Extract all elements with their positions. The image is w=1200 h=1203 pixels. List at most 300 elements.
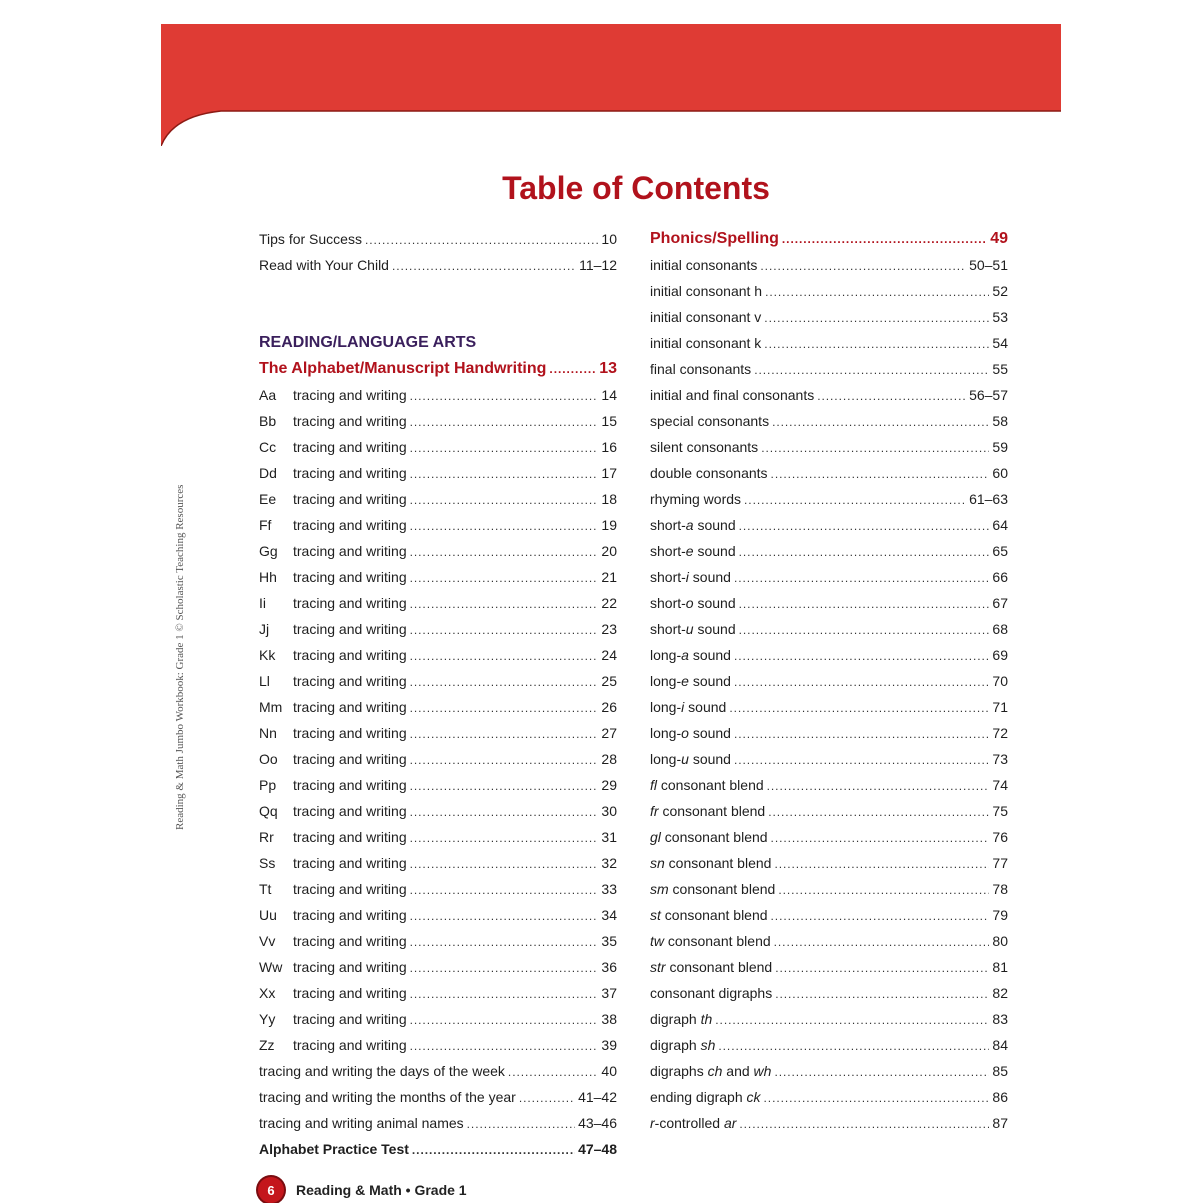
leader-dots (410, 929, 599, 955)
entry-letter: Nn (259, 725, 277, 741)
toc-entry[interactable] (650, 616, 1008, 642)
leader-dots (739, 539, 990, 565)
entry-letter: Mm (259, 699, 283, 715)
entry-label-italic: i (685, 569, 689, 585)
entry-label (650, 668, 731, 694)
leader-dots (767, 773, 990, 799)
entry-label-text: digraph (650, 1011, 701, 1027)
entry-page: 78 (992, 881, 1008, 897)
entry-label: tracing and writing the days of the week (259, 1063, 505, 1079)
entry-label-text: initial and final consonants (650, 387, 815, 403)
entry-label-italic: sm (650, 881, 669, 897)
toc-entry[interactable] (259, 928, 617, 954)
entry-page: 23 (601, 621, 617, 637)
entry-label-text: silent consonants (650, 439, 759, 455)
toc-entry[interactable] (259, 590, 617, 616)
toc-entry[interactable] (259, 226, 617, 252)
entry-label (650, 1006, 712, 1032)
toc-entry[interactable] (650, 538, 1008, 564)
toc-entry[interactable] (650, 824, 1008, 850)
entry-label (650, 746, 731, 772)
entry-label-italic: i (681, 699, 685, 715)
leader-dots (734, 747, 989, 773)
toc-entry[interactable] (259, 876, 617, 902)
leader-dots (410, 565, 599, 591)
toc-entry[interactable] (259, 798, 617, 824)
toc-entry[interactable] (259, 902, 617, 928)
leader-dots (739, 591, 990, 617)
entry-page: 34 (601, 907, 617, 923)
toc-entry[interactable] (650, 1006, 1008, 1032)
entry-label: tracing and writing (293, 803, 407, 819)
toc-entry[interactable] (650, 746, 1008, 772)
entry-letter: Hh (259, 569, 277, 585)
entry-label (650, 694, 726, 720)
leader-dots (771, 903, 990, 929)
entry-label-text: sound (693, 595, 736, 611)
entry-label: Phonics/Spelling (650, 230, 779, 247)
entry-label-italic: fl (650, 777, 657, 793)
toc-entry[interactable] (650, 980, 1008, 1006)
leader-dots (549, 356, 596, 382)
entry-label (650, 590, 736, 616)
entry-label (650, 252, 757, 278)
entry-label: tracing and writing (293, 699, 407, 715)
entry-label-text: initial consonant h (650, 283, 763, 299)
entry-label-text: long- (650, 725, 682, 741)
entry-page: 29 (601, 777, 617, 793)
entry-label: tracing and writing (293, 465, 407, 481)
leader-dots (760, 253, 966, 279)
entry-label-italic: fr (650, 803, 659, 819)
entry-page: 60 (992, 465, 1008, 481)
entry-page: 70 (992, 673, 1008, 689)
entry-label (650, 1110, 736, 1136)
leader-dots (764, 1085, 990, 1111)
toc-entry[interactable] (259, 434, 617, 460)
entry-page: 73 (992, 751, 1008, 767)
entry-page: 56–57 (969, 387, 1008, 403)
entry-page: 54 (992, 335, 1008, 351)
entry-label-text: short- (650, 517, 686, 533)
toc-entry[interactable] (650, 460, 1008, 486)
toc-entry[interactable] (650, 694, 1008, 720)
entry-letter: Kk (259, 647, 276, 663)
entry-label: tracing and writing (293, 907, 407, 923)
entry-label-text: consonant blend (660, 829, 768, 845)
entry-label-text: short- (650, 595, 686, 611)
entry-page: 76 (992, 829, 1008, 845)
entry-label: tracing and writing the months of the year (259, 1089, 516, 1105)
toc-entry[interactable] (259, 512, 617, 538)
toc-entry[interactable] (259, 980, 617, 1006)
entry-label-text: sound (684, 699, 727, 715)
leader-dots (467, 1111, 575, 1137)
toc-entry[interactable] (259, 486, 617, 512)
entry-label-italic: ar (723, 1115, 737, 1131)
leader-dots (764, 305, 989, 331)
entry-label-text: sound (688, 751, 731, 767)
entry-label-text: long- (650, 699, 682, 715)
toc-entry[interactable] (259, 772, 617, 798)
entry-label: tracing and writing (293, 569, 407, 585)
toc-entry[interactable] (259, 1006, 617, 1032)
entry-page: 85 (992, 1063, 1008, 1079)
leader-dots (365, 227, 598, 253)
entry-label-italic: st (650, 907, 661, 923)
leader-dots (392, 253, 576, 279)
entry-label-text: -controlled (654, 1115, 724, 1131)
entry-label-italic: str (650, 959, 666, 975)
leader-dots (412, 1137, 575, 1163)
toc-entry[interactable] (650, 1084, 1008, 1110)
leader-dots (410, 1007, 599, 1033)
entry-label-italic: a (685, 517, 694, 533)
leader-dots (410, 643, 599, 669)
entry-page: 50–51 (969, 257, 1008, 273)
entry-label-text: rhyming words (650, 491, 742, 507)
entry-letter: Ee (259, 491, 277, 507)
toc-entry[interactable] (259, 824, 617, 850)
entry-label-text: consonant blend (664, 933, 771, 949)
entry-page: 14 (601, 387, 617, 403)
toc-entry[interactable] (650, 1110, 1008, 1136)
toc-entry[interactable] (650, 772, 1008, 798)
entry-label: tracing and writing (293, 1011, 407, 1027)
toc-entry[interactable] (259, 252, 617, 278)
entry-letter: Ll (259, 673, 270, 689)
leader-dots (739, 513, 990, 539)
entry-letter: Oo (259, 751, 278, 767)
entry-label-text: consonant blend (664, 855, 772, 871)
toc-entry[interactable] (259, 746, 617, 772)
toc-right-column (650, 226, 1008, 1136)
entry-label: tracing and writing (293, 413, 407, 429)
entry-page: 71 (992, 699, 1008, 715)
entry-label (650, 304, 761, 330)
entry-page: 65 (992, 543, 1008, 559)
entry-label (650, 1032, 715, 1058)
toc-entry[interactable] (259, 1084, 617, 1110)
entry-letter: Yy (259, 1011, 276, 1027)
entry-page: 20 (601, 543, 617, 559)
leader-dots (774, 1059, 989, 1085)
leader-dots (772, 409, 989, 435)
toc-entry[interactable] (650, 382, 1008, 408)
entry-page: 61–63 (969, 491, 1008, 507)
entry-page: 11–12 (579, 257, 617, 273)
entry-label-text: initial consonant k (650, 335, 762, 351)
entry-page: 16 (601, 439, 617, 455)
toc-entry[interactable] (650, 564, 1008, 590)
toc-entry[interactable] (650, 720, 1008, 746)
leader-dots (774, 929, 990, 955)
leader-dots (410, 669, 599, 695)
entry-page: 13 (599, 360, 617, 377)
entry-page: 83 (992, 1011, 1008, 1027)
entry-label (650, 928, 771, 954)
leader-dots (410, 877, 599, 903)
leader-dots (410, 903, 599, 929)
toc-entry[interactable] (650, 252, 1008, 278)
entry-label: The Alphabet/Manuscript Handwriting (259, 360, 547, 377)
toc-entry[interactable] (650, 668, 1008, 694)
toc-entry[interactable] (259, 408, 617, 434)
toc-entry[interactable] (650, 434, 1008, 460)
header-banner (161, 24, 1061, 146)
leader-dots (410, 435, 599, 461)
entry-label-text: sound (688, 647, 731, 663)
entry-label-text: short- (650, 621, 686, 637)
entry-label-text: long- (650, 647, 682, 663)
toc-entry[interactable] (650, 928, 1008, 954)
leader-dots (410, 799, 599, 825)
toc-entry[interactable] (259, 642, 617, 668)
leader-dots (764, 331, 989, 357)
entry-label-text: short- (650, 569, 686, 585)
entry-label (650, 434, 758, 460)
leader-dots (410, 513, 599, 539)
toc-entry[interactable] (259, 954, 617, 980)
leader-dots (508, 1059, 599, 1085)
leader-dots (744, 487, 966, 513)
entry-page: 43–46 (578, 1115, 617, 1131)
section-heading: READING/LANGUAGE ARTS (259, 334, 477, 351)
entry-label (650, 798, 765, 824)
entry-letter: Bb (259, 413, 277, 429)
entry-label: tracing and writing (293, 439, 407, 455)
entry-page: 37 (601, 985, 617, 1001)
toc-entry[interactable] (650, 876, 1008, 902)
entry-page: 31 (601, 829, 617, 845)
entry-label (650, 382, 814, 408)
leader-dots (765, 279, 989, 305)
toc-entry[interactable] (259, 1058, 617, 1084)
entry-label (650, 954, 772, 980)
entry-label: tracing and writing animal names (259, 1115, 464, 1131)
leader-dots (410, 591, 599, 617)
leader-dots (775, 955, 989, 981)
leader-dots (410, 773, 599, 799)
phonics-section-entry[interactable] (650, 226, 1008, 252)
entry-letter: Cc (259, 439, 277, 455)
toc-entry[interactable] (259, 694, 617, 720)
entry-label (650, 1084, 761, 1110)
entry-label: tracing and writing (293, 725, 407, 741)
leader-dots (734, 565, 989, 591)
toc-entry[interactable] (259, 460, 617, 486)
toc-entry[interactable] (650, 954, 1008, 980)
leader-dots (734, 643, 989, 669)
entry-label-italic: o (681, 725, 689, 741)
entry-label-text: digraph (650, 1037, 701, 1053)
leader-dots (775, 981, 989, 1007)
toc-entry[interactable] (650, 590, 1008, 616)
subsection-entry[interactable] (259, 356, 617, 382)
toc-entry[interactable] (650, 902, 1008, 928)
entry-page: 67 (992, 595, 1008, 611)
entry-label: tracing and writing (293, 855, 407, 871)
toc-entry[interactable] (259, 382, 617, 408)
entry-page: 33 (601, 881, 617, 897)
toc-entry[interactable] (650, 798, 1008, 824)
entry-label: Read with Your Child (259, 257, 389, 273)
footer-text: Reading & Math • Grade 1 (296, 1182, 467, 1198)
entry-label-text: consonant digraphs (650, 985, 773, 1001)
entry-label-text: long- (650, 751, 682, 767)
entry-page: 19 (601, 517, 617, 533)
entry-letter: Zz (259, 1037, 275, 1053)
entry-page: 87 (992, 1115, 1008, 1131)
entry-page: 36 (601, 959, 617, 975)
entry-label-italic: sh (700, 1037, 716, 1053)
toc-entry[interactable] (259, 668, 617, 694)
leader-dots (410, 409, 599, 435)
entry-letter: Jj (259, 621, 270, 637)
leader-dots (410, 747, 599, 773)
entry-page: 58 (992, 413, 1008, 429)
entry-label (650, 850, 771, 876)
leader-dots (739, 617, 990, 643)
entry-page: 41–42 (578, 1089, 617, 1105)
entry-page: 28 (601, 751, 617, 767)
toc-entry[interactable] (650, 642, 1008, 668)
entry-page: 79 (992, 907, 1008, 923)
entry-label-text: consonant blend (658, 803, 766, 819)
entry-label (650, 772, 764, 798)
leader-dots (761, 435, 989, 461)
page-title: Table of Contents (502, 170, 770, 206)
toc-entry[interactable] (650, 1058, 1008, 1084)
entry-page: 84 (992, 1037, 1008, 1053)
entry-page: 55 (992, 361, 1008, 377)
entry-page: 64 (992, 517, 1008, 533)
entry-page: 86 (992, 1089, 1008, 1105)
toc-entry[interactable] (650, 850, 1008, 876)
entry-page: 35 (601, 933, 617, 949)
entry-label (650, 356, 751, 382)
entry-label (650, 512, 736, 538)
toc-entry[interactable] (650, 486, 1008, 512)
leader-dots (410, 825, 599, 851)
leader-dots (410, 851, 599, 877)
toc-entry[interactable] (650, 408, 1008, 434)
entry-label-text: initial consonants (650, 257, 758, 273)
entry-label: Tips for Success (259, 231, 362, 247)
toc-entry[interactable] (650, 512, 1008, 538)
entry-label-text: short- (650, 543, 686, 559)
entry-label (650, 616, 736, 642)
leader-dots (410, 981, 599, 1007)
entry-page: 25 (601, 673, 617, 689)
entry-page: 74 (992, 777, 1008, 793)
entry-label: tracing and writing (293, 543, 407, 559)
toc-entry[interactable] (650, 1032, 1008, 1058)
entry-page: 59 (992, 439, 1008, 455)
entry-label: tracing and writing (293, 621, 407, 637)
entry-label-text: double consonants (650, 465, 768, 481)
entry-label-italic: tw (650, 933, 664, 949)
entry-page: 38 (601, 1011, 617, 1027)
entry-label: tracing and writing (293, 491, 407, 507)
entry-label (650, 564, 731, 590)
leader-dots (410, 695, 599, 721)
entry-letter: Tt (259, 881, 272, 897)
entry-label-text: sound (693, 543, 736, 559)
entry-letter: Vv (259, 933, 276, 949)
toc-entry[interactable] (650, 304, 1008, 330)
toc-entry[interactable] (650, 278, 1008, 304)
entry-letter: Rr (259, 829, 274, 845)
entry-label-italic: e (685, 543, 694, 559)
page-number-badge: 6 (258, 1177, 284, 1203)
entry-label-italic: r (650, 1115, 655, 1131)
entry-label: tracing and writing (293, 595, 407, 611)
entry-letter: Gg (259, 543, 278, 559)
entry-page: 15 (601, 413, 617, 429)
toc-entry[interactable] (259, 564, 617, 590)
entry-page: 27 (601, 725, 617, 741)
entry-label-italic: a (681, 647, 689, 663)
leader-dots (734, 669, 989, 695)
side-caption: Reading & Math Jumbo Workbook: Grade 1 © Scholastic Teaching Resources (174, 484, 186, 830)
entry-page: 72 (992, 725, 1008, 741)
entry-label-text: ending digraph (650, 1089, 747, 1105)
entry-label-italic: u (681, 751, 689, 767)
entry-label: tracing and writing (293, 881, 407, 897)
toc-entry[interactable] (259, 616, 617, 642)
entry-label (650, 902, 768, 928)
leader-dots (410, 461, 599, 487)
toc-entry[interactable] (650, 330, 1008, 356)
toc-entry[interactable] (259, 1110, 617, 1136)
toc-entry[interactable] (650, 356, 1008, 382)
entry-letter: Xx (259, 985, 276, 1001)
toc-entry[interactable] (259, 1032, 617, 1058)
entry-letter: Ss (259, 855, 276, 871)
toc-entry[interactable] (259, 538, 617, 564)
entry-letter: Qq (259, 803, 278, 819)
entry-page: 24 (601, 647, 617, 663)
entry-label: tracing and writing (293, 387, 407, 403)
leader-dots (410, 955, 599, 981)
entry-page: 75 (992, 803, 1008, 819)
leader-dots (718, 1033, 989, 1059)
test-entry[interactable] (259, 1136, 617, 1162)
toc-entry[interactable] (259, 850, 617, 876)
entry-label-italic: e (681, 673, 689, 689)
leader-dots (754, 357, 989, 383)
entry-page: 39 (601, 1037, 617, 1053)
entry-label-text: sound (688, 569, 731, 585)
entry-label (650, 408, 769, 434)
toc-entry[interactable] (259, 720, 617, 746)
leader-dots (410, 1033, 599, 1059)
entry-label: tracing and writing (293, 673, 407, 689)
entry-page: 66 (992, 569, 1008, 585)
entry-page: 69 (992, 647, 1008, 663)
entry-label-italic: th (700, 1011, 713, 1027)
entry-page: 30 (601, 803, 617, 819)
entry-letter: Ff (259, 517, 272, 533)
phonics-list (650, 252, 1008, 1136)
leader-dots (771, 825, 990, 851)
entry-label-italic: o (685, 595, 694, 611)
entry-label-text: sound (693, 517, 736, 533)
page-footer (258, 1177, 467, 1203)
entry-label-text: and (722, 1063, 754, 1079)
entry-page: 47–48 (578, 1141, 617, 1157)
